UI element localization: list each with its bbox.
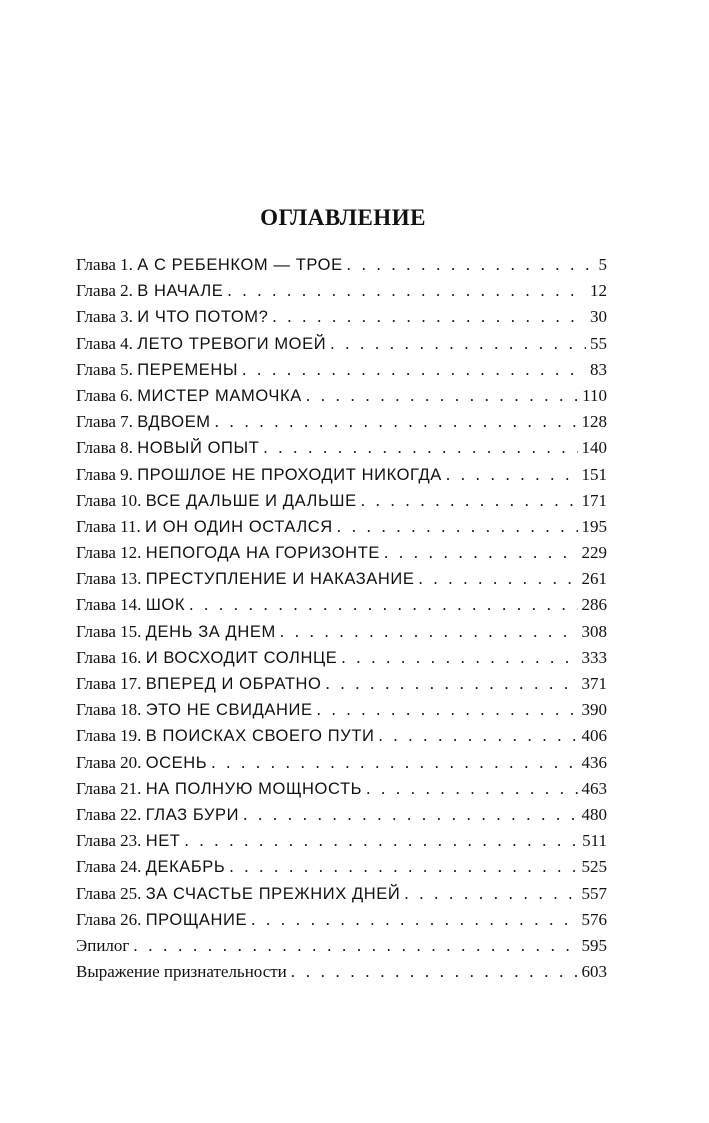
toc-entry-title: ОСЕНЬ (145, 753, 208, 772)
toc-entry-chapter-number: Глава 3. (76, 307, 138, 327)
toc-entry-chapter-number: Глава 26. (76, 909, 146, 929)
toc-entry-chapter-number: Глава 8. (76, 438, 138, 458)
toc-entry-leader-dots (337, 514, 578, 540)
toc-entry-leader-dots (341, 645, 577, 671)
toc-entry-title: И ОН ОДИН ОСТАЛСЯ (145, 517, 333, 536)
toc-entry-chapter-number: Глава 7. (76, 412, 138, 432)
toc-entry-title: ГЛАЗ БУРИ (145, 805, 240, 824)
toc-entry-title: ВПЕРЕД И ОБРАТНО (145, 675, 322, 693)
toc-entry-page-number: 333 (581, 647, 607, 667)
toc-entry-title: МИСТЕР МАМОЧКА (137, 386, 302, 405)
toc-entry-chapter-number: Глава 23. (76, 831, 146, 851)
toc-entry-page-number: 261 (581, 569, 607, 589)
toc-entry-title: И ВОСХОДИТ СОЛНЦЕ (145, 648, 338, 667)
toc-entry-page-number: 151 (581, 464, 607, 484)
toc-entry-title: В ПОИСКАХ СВОЕГО ПУТИ (145, 727, 375, 746)
toc-entry-title: ЛЕТО ТРЕВОГИ МОЕЙ (137, 334, 327, 353)
toc-entry-leader-dots (189, 592, 577, 618)
toc-entry-page-number: 110 (582, 385, 607, 405)
toc-entry-chapter-number: Глава 12. (76, 543, 146, 563)
toc-entry (76, 462, 607, 488)
toc-entry-page-number: 436 (581, 752, 607, 772)
toc-entry-leader-dots (404, 881, 577, 907)
toc-entry-leader-dots (251, 907, 577, 933)
toc-entry-chapter-number: Глава 19. (76, 726, 146, 746)
toc-entry-title: ВДВОЕМ (137, 413, 211, 432)
toc-entry-leader-dots (229, 854, 577, 880)
toc-entry-chapter-number: Глава 25. (76, 883, 146, 903)
toc-entry-leader-dots (330, 331, 586, 357)
toc-entry-title: Выражение признательности (76, 962, 287, 982)
toc-entry-page-number: 603 (581, 962, 607, 982)
toc-entry-chapter-number: Глава 24. (76, 857, 146, 877)
toc-entry (76, 409, 607, 435)
toc-entry-leader-dots (378, 723, 577, 749)
toc-title: ОГЛАВЛЕНИЕ (260, 205, 426, 230)
toc-entry-page-number: 371 (581, 674, 607, 693)
toc-entry-page-number: 229 (581, 543, 607, 563)
toc-entry-page-number: 406 (581, 726, 607, 746)
toc-entry-title: ДЕКАБРЬ (145, 858, 226, 877)
toc-entry-leader-dots (133, 933, 577, 959)
toc-entry (76, 592, 607, 618)
toc-entry-title: НЕПОГОДА НА ГОРИЗОНТЕ (145, 544, 380, 563)
toc-list (76, 252, 607, 985)
toc-entry-chapter-number: Глава 1. (76, 255, 138, 274)
toc-entry-title: И ЧТО ПОТОМ? (137, 308, 269, 327)
toc-entry-title: ШОК (145, 596, 186, 615)
toc-entry-leader-dots (242, 357, 586, 383)
toc-entry-title: ЗА СЧАСТЬЕ ПРЕЖНИХ ДНЕЙ (145, 884, 401, 903)
toc-entry-chapter-number: Глава 5. (76, 359, 138, 379)
toc-entry-leader-dots (306, 383, 578, 409)
toc-entry-chapter-number: Глава 6. (76, 385, 138, 405)
toc-entry-leader-dots (317, 697, 578, 723)
toc-entry (76, 278, 607, 304)
toc-entry-page-number: 557 (581, 883, 607, 903)
toc-entry-chapter-number: Глава 4. (76, 333, 138, 353)
toc-entry-title: ПРЕСТУПЛЕНИЕ И НАКАЗАНИЕ (145, 570, 415, 589)
toc-entry-leader-dots (291, 959, 578, 985)
toc-entry-chapter-number: Глава 2. (76, 281, 138, 301)
toc-entry (76, 435, 607, 461)
toc-entry-page-number: 5 (598, 255, 607, 274)
toc-entry-leader-dots (215, 409, 578, 435)
toc-entry (76, 619, 607, 645)
toc-entry-leader-dots (243, 802, 577, 828)
toc-entry-chapter-number: Глава 17. (76, 674, 146, 693)
toc-entry (76, 671, 607, 697)
toc-entry-chapter-number: Глава 11. (76, 516, 146, 536)
toc-entry (76, 331, 607, 357)
toc-entry (76, 854, 607, 880)
toc-entry-page-number: 480 (581, 804, 607, 824)
toc-entry (76, 540, 607, 566)
toc-entry (76, 252, 607, 278)
toc-entry-leader-dots (366, 776, 577, 802)
toc-entry-page-number: 195 (581, 516, 607, 536)
toc-entry (76, 304, 607, 330)
toc-entry-page-number: 286 (581, 595, 607, 615)
toc-entry-leader-dots (211, 750, 577, 776)
toc-entry-chapter-number: Глава 21. (76, 778, 146, 798)
toc-entry-page-number: 308 (581, 621, 607, 641)
toc-entry-title: В НАЧАЛЕ (137, 282, 224, 301)
toc-entry (76, 723, 607, 749)
toc-entry (76, 802, 607, 828)
toc-entry-leader-dots (272, 304, 586, 330)
toc-entry (76, 750, 607, 776)
toc-entry-page-number: 463 (581, 778, 607, 798)
toc-entry-chapter-number: Глава 9. (76, 464, 138, 484)
toc-entry-page-number: 55 (590, 333, 607, 353)
toc-entry (76, 881, 607, 907)
toc-entry (76, 514, 607, 540)
toc-entry-leader-dots (185, 828, 579, 854)
toc-entry (76, 697, 607, 723)
toc-entry-page-number: 595 (581, 935, 607, 955)
toc-entry (76, 933, 607, 959)
toc-entry (76, 645, 607, 671)
toc-entry-page-number: 511 (582, 831, 607, 851)
toc-entry-chapter-number: Глава 14. (76, 595, 146, 615)
toc-entry-chapter-number: Глава 15. (76, 621, 146, 641)
toc-entry-leader-dots (280, 619, 578, 645)
toc-entry-leader-dots (227, 278, 586, 304)
toc-entry-title: А С РЕБЕНКОМ — ТРОЕ (137, 256, 343, 274)
toc-entry-page-number: 525 (581, 857, 607, 877)
toc-entry-leader-dots (361, 488, 578, 514)
toc-entry-title: НЕТ (145, 832, 181, 851)
toc-entry-leader-dots (419, 566, 578, 592)
toc-entry-title: ПРОЩАНИЕ (145, 910, 248, 929)
toc-entry-chapter-number: Глава 13. (76, 569, 146, 589)
toc-entry-title: НОВЫЙ ОПЫТ (137, 439, 260, 458)
toc-entry-chapter-number: Глава 18. (76, 700, 146, 720)
toc-entry-chapter-number: Глава 16. (76, 647, 146, 667)
toc-entry-title: ВСЕ ДАЛЬШЕ И ДАЛЬШЕ (145, 491, 357, 510)
toc-entry-leader-dots (347, 252, 595, 278)
toc-entry-title: Эпилог (76, 935, 130, 955)
toc-entry-page-number: 30 (590, 307, 607, 327)
toc-entry-title: ПЕРЕМЕНЫ (137, 360, 239, 379)
toc-entry-title: НА ПОЛНУЮ МОЩНОСТЬ (145, 779, 363, 798)
toc-entry-leader-dots (384, 540, 578, 566)
toc-entry-page-number: 140 (581, 438, 607, 458)
toc-entry-page-number: 12 (590, 281, 607, 301)
toc-entry-title: ЭТО НЕ СВИДАНИЕ (145, 701, 313, 720)
toc-entry-leader-dots (263, 435, 577, 461)
toc-entry-page-number: 171 (581, 490, 607, 510)
toc-entry-leader-dots (325, 671, 577, 697)
toc-entry-page-number: 83 (590, 359, 607, 379)
toc-entry-page-number: 576 (581, 909, 607, 929)
toc-entry (76, 488, 607, 514)
toc-entry-page-number: 390 (581, 700, 607, 720)
toc-entry-chapter-number: Глава 20. (76, 752, 146, 772)
toc-entry (76, 357, 607, 383)
toc-entry (76, 383, 607, 409)
toc-entry (76, 959, 607, 985)
toc-entry-page-number: 128 (581, 412, 607, 432)
toc-entry-chapter-number: Глава 10. (76, 490, 146, 510)
toc-entry (76, 907, 607, 933)
toc-entry (76, 776, 607, 802)
toc-entry-chapter-number: Глава 22. (76, 804, 146, 824)
toc-entry-leader-dots (446, 462, 578, 488)
toc-entry (76, 828, 607, 854)
toc-entry (76, 566, 607, 592)
toc-entry-title: ПРОШЛОЕ НЕ ПРОХОДИТ НИКОГДА (137, 465, 442, 484)
toc-entry-title: ДЕНЬ ЗА ДНЕМ (145, 622, 276, 641)
